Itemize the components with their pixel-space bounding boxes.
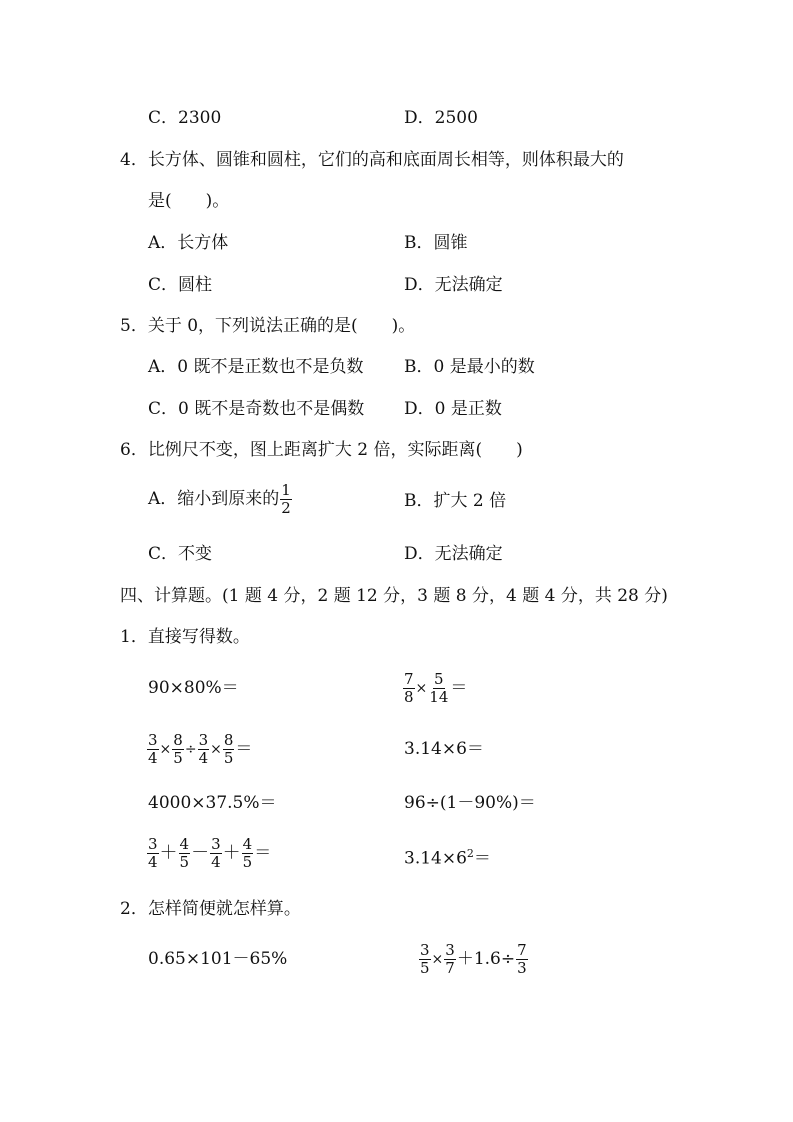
equals-sign: ＝: [254, 843, 272, 863]
fraction-denominator: 5: [242, 853, 253, 871]
calc1-expr-5: 4000×37.5%＝: [148, 793, 277, 813]
section4-title: 四、计算题。(1 题 4 分，2 题 12 分，3 题 8 分，4 题 4 分，共 28 分): [120, 586, 668, 606]
calc1-expr-7: [146, 831, 271, 876]
q4-stem-line2: 是( )。: [148, 191, 230, 211]
operator: ×: [415, 680, 428, 697]
calc2-expr-2: [418, 937, 529, 982]
operator: ×: [159, 741, 172, 758]
fraction-numerator: 3: [211, 835, 221, 853]
fraction-denominator: 5: [179, 853, 190, 871]
fraction-denominator: 4: [198, 749, 209, 767]
q4-option-a: A．长方体: [148, 233, 229, 253]
operator: ＋: [222, 842, 241, 864]
fraction: [147, 836, 159, 871]
calc1-expr-2: [402, 666, 467, 711]
fraction: [147, 732, 159, 767]
operator: －: [191, 842, 210, 864]
fraction-numerator: 8: [173, 731, 183, 749]
calc2-expr-1: 0.65×101－65%: [148, 949, 288, 969]
fraction-numerator: 4: [242, 835, 253, 853]
calc1-expr-6: 96÷(1－90%)＝: [404, 793, 536, 813]
fraction-denominator: 4: [211, 853, 221, 871]
fraction-denominator: 14: [429, 688, 449, 706]
fraction: [444, 942, 456, 977]
operator: ＋1.6÷: [456, 949, 516, 969]
fraction: [280, 482, 292, 517]
fraction-numerator: 4: [179, 835, 190, 853]
calc1-title: 1．直接写得数。: [120, 627, 250, 647]
q6-option-d: D．无法确定: [404, 544, 503, 564]
fraction: [210, 836, 222, 871]
fraction: [419, 942, 431, 977]
fraction: [223, 732, 235, 767]
operator: ×: [431, 951, 444, 968]
calc1-expr-3: [146, 727, 252, 772]
operator: ＋: [159, 842, 178, 864]
fraction: [198, 732, 210, 767]
q5-option-d: D．0 是正数: [404, 399, 502, 419]
expr-base: 3.14×6: [404, 848, 467, 869]
fraction: [242, 836, 254, 871]
calc1-expr-8: [404, 842, 491, 871]
q3-option-d: D．2500: [404, 108, 478, 128]
q4-option-c: C．圆柱: [148, 275, 213, 295]
fraction-numerator: 3: [198, 731, 209, 749]
q5-stem: 5．关于 0，下列说法正确的是( )。: [120, 316, 416, 336]
calc2-title: 2．怎样简便就怎样算。: [120, 899, 301, 919]
fraction-numerator: 3: [445, 941, 455, 959]
fraction-numerator: 3: [420, 941, 430, 959]
q5-option-a: A．0 既不是正数也不是负数: [148, 357, 364, 377]
equals-sign: ＝: [450, 678, 468, 698]
operator: ×: [210, 741, 222, 758]
exponent: 2: [466, 847, 474, 860]
fraction-denominator: 4: [148, 853, 158, 871]
q4-option-d: D．无法确定: [404, 275, 503, 295]
fraction-denominator: 7: [445, 959, 455, 977]
fraction-numerator: 7: [404, 670, 414, 688]
fraction: [179, 836, 191, 871]
q3-option-c: C．2300: [148, 108, 222, 128]
calc1-expr-4: 3.14×6＝: [404, 739, 484, 759]
q5-option-b: B．0 是最小的数: [404, 357, 535, 377]
operator: ÷: [184, 741, 197, 758]
q6-option-a: [148, 481, 293, 517]
q4-option-b: B．圆锥: [404, 233, 468, 253]
q6-option-b: B．扩大 2 倍: [404, 491, 507, 511]
q6-stem: 6．比例尺不变，图上距离扩大 2 倍，实际距离( ): [120, 440, 523, 460]
fraction: [403, 671, 415, 706]
fraction-numerator: 3: [148, 835, 158, 853]
q6-option-a-text: A．缩小到原来的: [148, 489, 280, 509]
fraction: [428, 671, 449, 706]
q5-option-c: C．0 既不是奇数也不是偶数: [148, 399, 365, 419]
fraction-denominator: 8: [404, 688, 414, 706]
fraction-denominator: 2: [281, 499, 291, 517]
fraction-denominator: 3: [517, 959, 527, 977]
calc1-expr-1: 90×80%＝: [148, 678, 239, 698]
q6-option-c: C．不变: [148, 544, 213, 564]
fraction-numerator: 5: [434, 670, 444, 688]
fraction-denominator: 5: [420, 959, 430, 977]
fraction-denominator: 5: [223, 749, 234, 767]
fraction-denominator: 4: [148, 749, 158, 767]
fraction: [516, 942, 528, 977]
fraction-numerator: 3: [148, 731, 158, 749]
q4-stem-line1: 4．长方体、圆锥和圆柱，它们的高和底面周长相等，则体积最大的: [120, 150, 624, 170]
fraction: [172, 732, 184, 767]
equals-sign: ＝: [473, 848, 491, 869]
fraction-numerator: 1: [281, 481, 291, 499]
fraction-numerator: 8: [223, 731, 234, 749]
fraction-denominator: 5: [173, 749, 183, 767]
equals-sign: ＝: [235, 739, 253, 759]
fraction-numerator: 7: [517, 941, 527, 959]
